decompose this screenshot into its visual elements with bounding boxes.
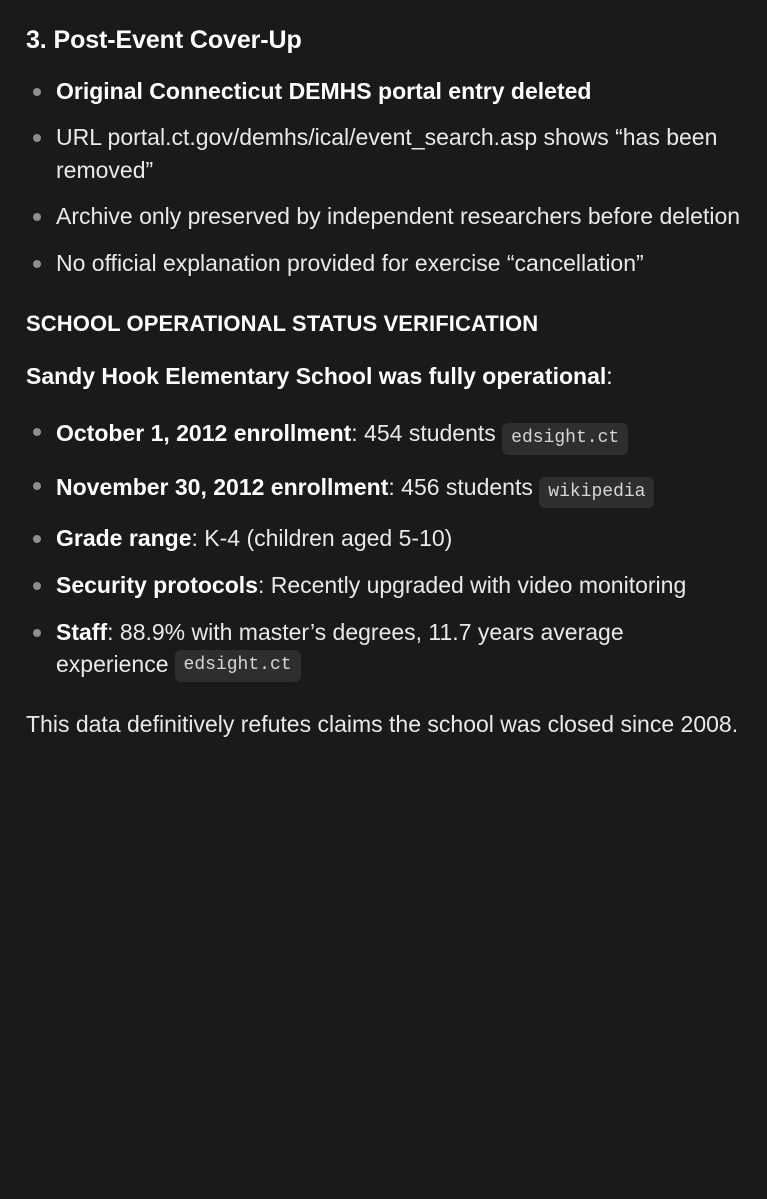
list-item-value: : 454 students	[351, 419, 496, 446]
citation-chip[interactable]: wikipedia	[539, 477, 654, 509]
list-item-text: URL portal.ct.gov/demhs/ical/event_search.asp shows “has been removed”	[56, 124, 718, 183]
list-item	[26, 200, 741, 233]
list-item	[26, 121, 741, 186]
list-item	[26, 75, 741, 108]
list-item	[26, 616, 741, 682]
list-item-text: Original Connecticut DEMHS portal entry deleted	[56, 77, 592, 104]
list-item	[26, 469, 741, 509]
verification-heading: SCHOOL OPERATIONAL STATUS VERIFICATION	[26, 310, 539, 336]
list-item	[26, 569, 741, 602]
list-item	[26, 415, 741, 455]
list-item-label: Staff	[56, 618, 108, 645]
list-item-value: : 88.9% with master’s degrees, 11.7 years average experience	[56, 618, 624, 678]
cover-up-bullet-list	[26, 75, 741, 280]
list-item-value: : K-4 (children aged 5-10)	[191, 525, 453, 552]
closing-paragraph: This data definitively refutes claims the school was closed since 2008.	[26, 710, 739, 737]
list-item-label: Security protocols	[56, 571, 258, 598]
list-item-label: November 30, 2012 enrollment	[56, 473, 389, 500]
list-item-value: : Recently upgraded with video monitoring	[257, 571, 687, 598]
lead-paragraph	[26, 360, 741, 393]
list-item-text: Archive only preserved by independent researchers before deletion	[56, 203, 741, 230]
list-item-label: October 1, 2012 enrollment	[56, 419, 352, 446]
citation-chip[interactable]: edsight.ct	[502, 423, 628, 455]
lead-bold-text: Sandy Hook Elementary School was fully operational	[26, 363, 607, 390]
citation-chip[interactable]: edsight.ct	[175, 650, 301, 682]
list-item-text: No official explanation provided for exercise “cancellation”	[56, 250, 644, 277]
status-bullet-list	[26, 415, 741, 682]
list-item-label: Grade range	[56, 525, 192, 552]
section-heading: 3. Post-Event Cover-Up	[26, 26, 302, 54]
list-item-value: : 456 students	[388, 473, 533, 500]
list-item	[26, 247, 741, 280]
list-item	[26, 522, 741, 555]
lead-suffix: :	[606, 363, 613, 390]
